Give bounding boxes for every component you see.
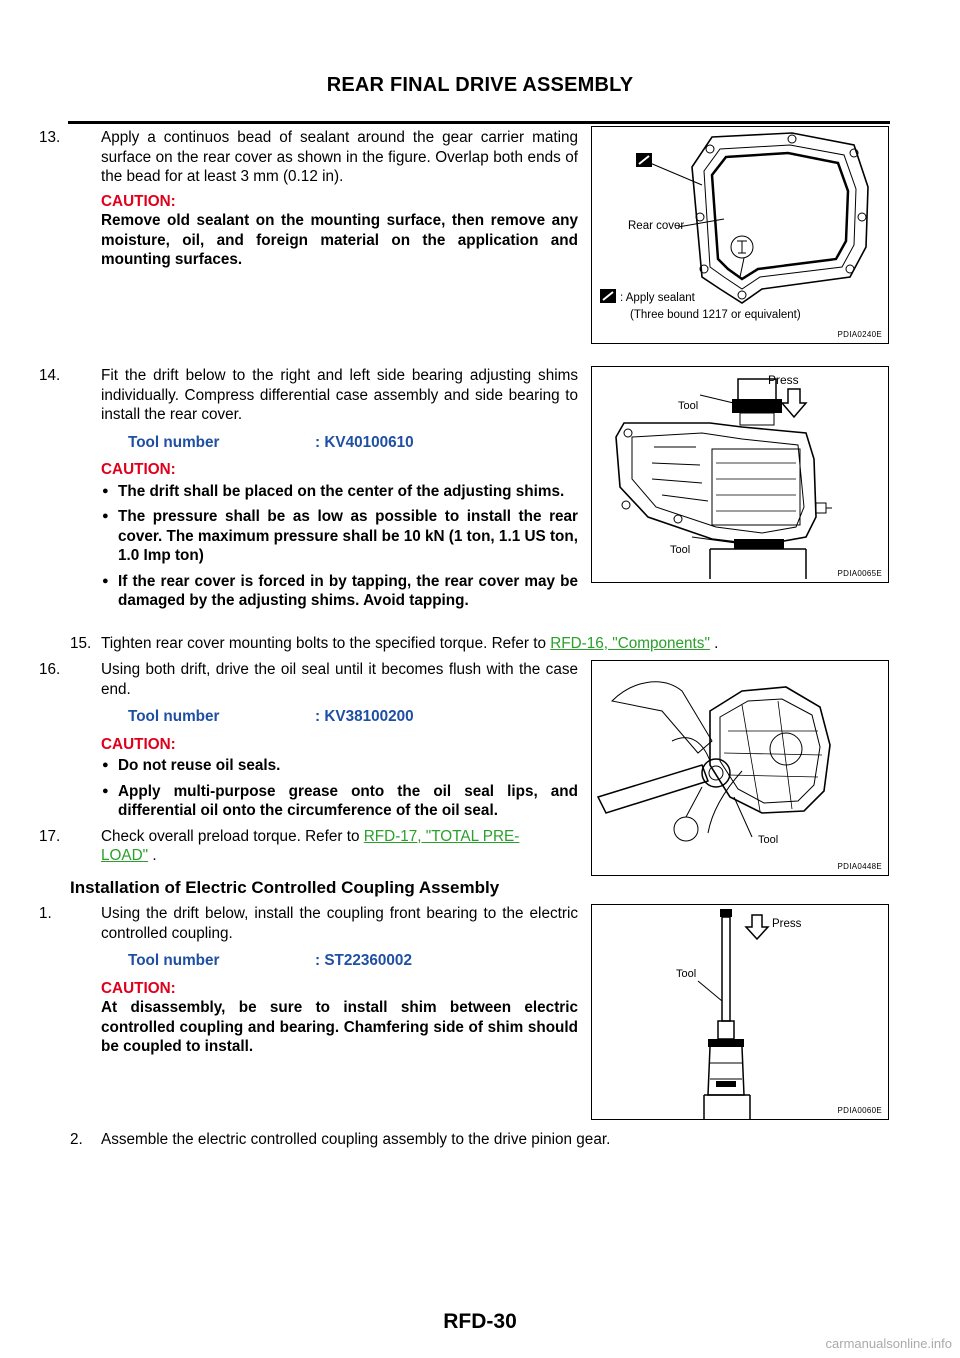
tool-number-row: [70, 707, 578, 727]
rear-cover-illustration: [592, 127, 888, 343]
components-link[interactable]: RFD-16, "Components": [550, 635, 710, 652]
press-tool-illustration: [592, 367, 888, 582]
caution-bullet: ● The drift shall be placed on the center of the adjusting shims.: [101, 482, 578, 502]
coupling-step-1-text: Using the drift below, install the coupling front bearing to the electric controlled coupling.: [101, 905, 578, 942]
tool-number-row: [70, 433, 578, 453]
step-16-text: Using both drift, drive the oil seal until it becomes flush with the case end.: [101, 661, 578, 698]
coupling-step-2: 2. Assemble the electric controlled coupling assembly to the drive pinion gear.: [70, 1131, 611, 1148]
step-15-text: Tighten rear cover mounting bolts to the specified torque. Refer to: [101, 635, 546, 652]
tool-number-value: : KV38100200: [315, 708, 414, 725]
step-13: 13. Apply a continuos bead of sealant around the gear carrier mating surface on the rear cover as shown in the figure. Overlap both ends of the bead for at least 3 mm (0.12 in). CAUTION: Remove old sealant on the mounting surface, then remove any moisture, oil, and foreign material on the application and mounting surfaces.: [39, 129, 578, 268]
tool-label: Tool: [758, 834, 779, 846]
section-heading: Installation of Electric Controlled Coupling Assembly: [70, 878, 500, 897]
tool-number-label: Tool number: [128, 708, 220, 725]
tool-number-value: : ST22360002: [315, 952, 412, 969]
step-17-text: Check overall preload torque. Refer to: [101, 827, 360, 845]
coupling-step-2-text: Assemble the electric controlled coupling assembly to the drive pinion gear.: [101, 1131, 611, 1148]
page-number: RFD-30: [443, 1310, 517, 1333]
sealant-legend-line-2: (Three bound 1217 or equivalent): [630, 309, 801, 321]
caution-text: At disassembly, be sure to install shim between electric controlled coupling and bearing. Chamfering side of shim should be coupled to install.: [101, 999, 578, 1055]
step-15: 15. Tighten rear cover mounting bolts to the specified torque. Refer to RFD-16, "Components" .: [70, 635, 719, 652]
step-17: 17. Check overall preload torque. Refer to RFD-17, "TOTAL PRE- LOAD" .: [39, 827, 520, 864]
page-title: REAR FINAL DRIVE ASSEMBLY: [326, 74, 634, 96]
tool-label: Tool: [676, 968, 697, 980]
figure-code: PDIA0448E: [837, 862, 882, 871]
total-preload-link[interactable]: RFD-17, "TOTAL PRE- LOAD": [101, 827, 520, 864]
rear-cover-label: Rear cover: [628, 220, 685, 232]
oil-seal-illustration: [592, 661, 888, 875]
caution-bullet: ● Do not reuse oil seals.: [101, 756, 578, 776]
caution-label: CAUTION:: [101, 735, 176, 753]
figure-coupling-press: [591, 904, 889, 1120]
press-label: Press: [768, 373, 799, 387]
caution-bullet: ● If the rear cover is forced in by tapping, the rear cover may be damaged by the adjusting shims. Avoid tapping.: [101, 572, 578, 611]
watermark: carmanualsonline.info: [825, 1336, 952, 1351]
press-label: Press: [772, 918, 802, 930]
caution-bullets: [70, 756, 578, 821]
caution-bullet: ● The pressure shall be as low as possible to install the rear cover. The maximum pressure shall be 10 kN (1 ton, 1.1 US ton, 1.0 Imp ton): [101, 507, 578, 566]
tool-number-label: Tool number: [128, 952, 220, 969]
coupling-press-illustration: [592, 905, 888, 1119]
step-14: 14. Fit the drift below to the right and left side bearing adjusting shims individually. Compress differential case assembly and side bearing to install the rear cover. Tool number : KV40100610 CAUTION: ● The drift shall be placed on the center of the adjusting shims. ● The pressure shall be as low as possible to install the rear cover. The maximum pressure shall be 10 kN (1 ton, 1.1 US ton, 1.0 Imp ton) ● If the rear cover is forced in by tapping, the rear cover may be damaged by the adjusting shims. Avoid tapping.: [70, 366, 578, 611]
caution-bullet: ● Apply multi-purpose grease onto the oil seal lips, and differential oil onto the circumference of the oil seal.: [101, 782, 578, 821]
figure-code: PDIA0060E: [837, 1106, 882, 1115]
step-14-text: Fit the drift below to the right and left side bearing adjusting shims individually. Compress differential case assembly and side bearing to install the rear cover.: [101, 367, 578, 423]
figure-rear-cover: [591, 126, 889, 344]
figure-press-tool: [591, 366, 889, 583]
figure-code: PDIA0065E: [837, 569, 882, 578]
coupling-step-1: 1. Using the drift below, install the coupling front bearing to the electric controlled coupling. Tool number : ST22360002 CAUTION: At disassembly, be sure to install shim between electric controlled coupling and bearing. Chamfering side of shim should be coupled to install.: [39, 905, 578, 1055]
figure-oil-seal-install: [591, 660, 889, 876]
figure-code: PDIA0240E: [837, 330, 882, 339]
tool-number-value: : KV40100610: [315, 433, 414, 451]
caution-label: CAUTION:: [101, 461, 176, 478]
header-rule: [68, 121, 890, 124]
sealant-legend-line-1: : Apply sealant: [620, 292, 695, 304]
step-13-text: Apply a continuos bead of sealant around the gear carrier mating surface on the rear cover as shown in the figure. Overlap both ends of the bead for at least 3 mm (0.12 in).: [101, 129, 578, 185]
tool-number-row: [70, 951, 578, 971]
tool-number-label: Tool number: [128, 433, 220, 451]
tool-label-top: Tool: [678, 400, 699, 412]
step-16: 16. Using both drift, drive the oil seal until it becomes flush with the case end. Tool number : KV38100200 CAUTION: ● Do not reuse oil seals. ● Apply multi-purpose grease onto the oil seal lips, and differential oil onto the circumference of the oil seal. 17. Check overall preload torque. Refer to RFD-17, "TOTAL PRE- LOAD" .: [70, 660, 578, 866]
tool-label-bottom: Tool: [670, 544, 691, 556]
caution-bullets: [70, 482, 578, 611]
caution-label: CAUTION:: [101, 979, 176, 997]
caution-label: CAUTION:: [101, 192, 176, 210]
caution-text: Remove old sealant on the mounting surface, then remove any moisture, oil, and foreign material on the application and mounting surfaces.: [101, 212, 578, 268]
